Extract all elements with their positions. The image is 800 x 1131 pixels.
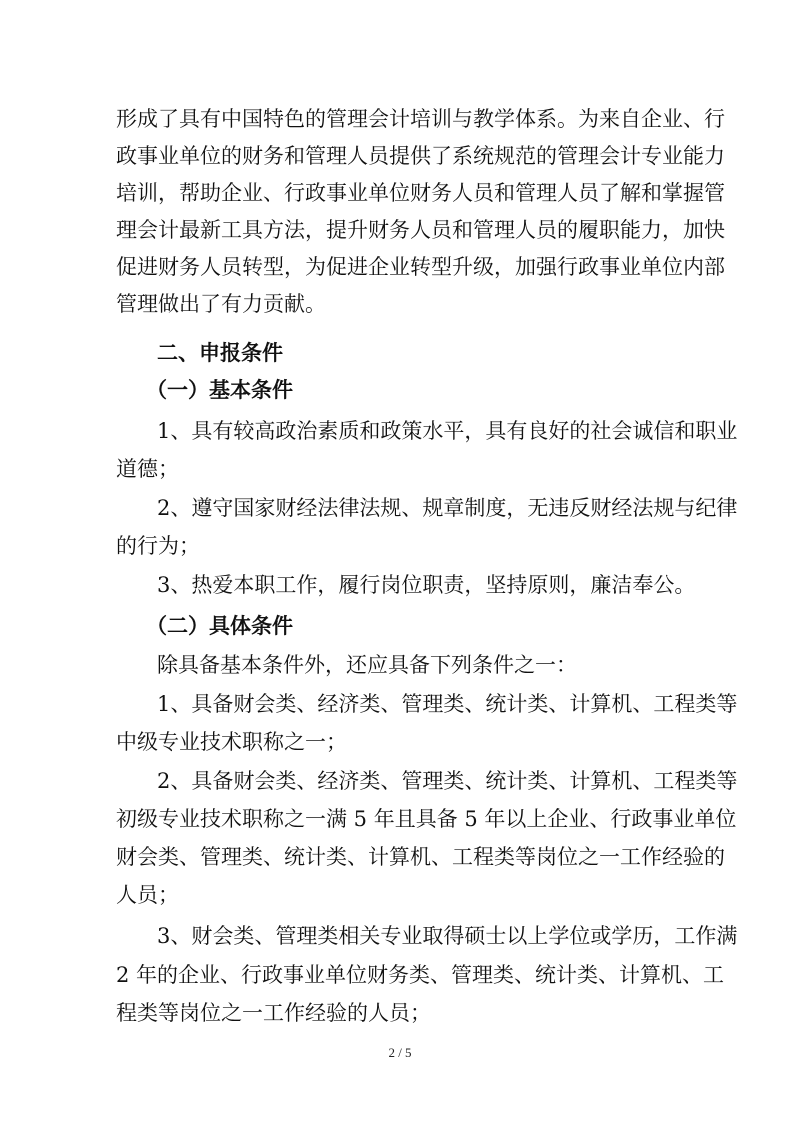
list-item-continuation: 的行为； — [116, 534, 200, 558]
list-item: 2、具备财会类、经济类、管理类、统计类、计算机、工程类等 — [157, 769, 738, 793]
list-item-continuation: 人员； — [116, 883, 179, 907]
subsection-heading: （二）具体条件 — [146, 613, 293, 638]
paragraph-line: 培训，帮助企业、行政事业单位财务人员和管理人员了解和掌握管 — [116, 181, 725, 205]
list-item: 3、热爱本职工作，履行岗位职责，坚持原则，廉洁奉公。 — [157, 573, 696, 597]
paragraph-line: 形成了具有中国特色的管理会计培训与教学体系。为来自企业、行 — [116, 107, 725, 131]
list-item-continuation: 初级专业技术职称之一满 5 年且具备 5 年以上企业、行政事业单位 — [116, 807, 737, 831]
section-heading: 二、申报条件 — [157, 340, 283, 365]
subsection-heading: （一）基本条件 — [146, 377, 293, 402]
paragraph-line: 除具备基本条件外，还应具备下列条件之一： — [157, 653, 577, 677]
list-item-continuation: 2 年的企业、行政事业单位财务类、管理类、统计类、计算机、工 — [116, 963, 725, 987]
list-item: 1、具有较高政治素质和政策水平，具有良好的社会诚信和职业 — [157, 419, 738, 443]
paragraph-line: 管理做出了有力贡献。 — [116, 292, 326, 316]
list-item: 3、财会类、管理类相关专业取得硕士以上学位或学历，工作满 — [157, 924, 738, 948]
paragraph-line: 政事业单位的财务和管理人员提供了系统规范的管理会计专业能力 — [116, 144, 725, 168]
list-item-continuation: 中级专业技术职称之一； — [116, 730, 347, 754]
list-item: 1、具备财会类、经济类、管理类、统计类、计算机、工程类等 — [157, 692, 738, 716]
paragraph-line: 促进财务人员转型，为促进企业转型升级，加强行政事业单位内部 — [116, 255, 725, 279]
list-item-continuation: 财会类、管理类、统计类、计算机、工程类等岗位之一工作经验的 — [116, 845, 725, 869]
list-item: 2、遵守国家财经法律法规、规章制度，无违反财经法规与纪律 — [157, 496, 738, 520]
list-item-continuation: 道德； — [116, 457, 179, 481]
paragraph-line: 理会计最新工具方法，提升财务人员和管理人员的履职能力，加快 — [116, 218, 725, 242]
page-number: 2 / 5 — [388, 1045, 412, 1060]
list-item-continuation: 程类等岗位之一工作经验的人员； — [116, 1001, 431, 1025]
